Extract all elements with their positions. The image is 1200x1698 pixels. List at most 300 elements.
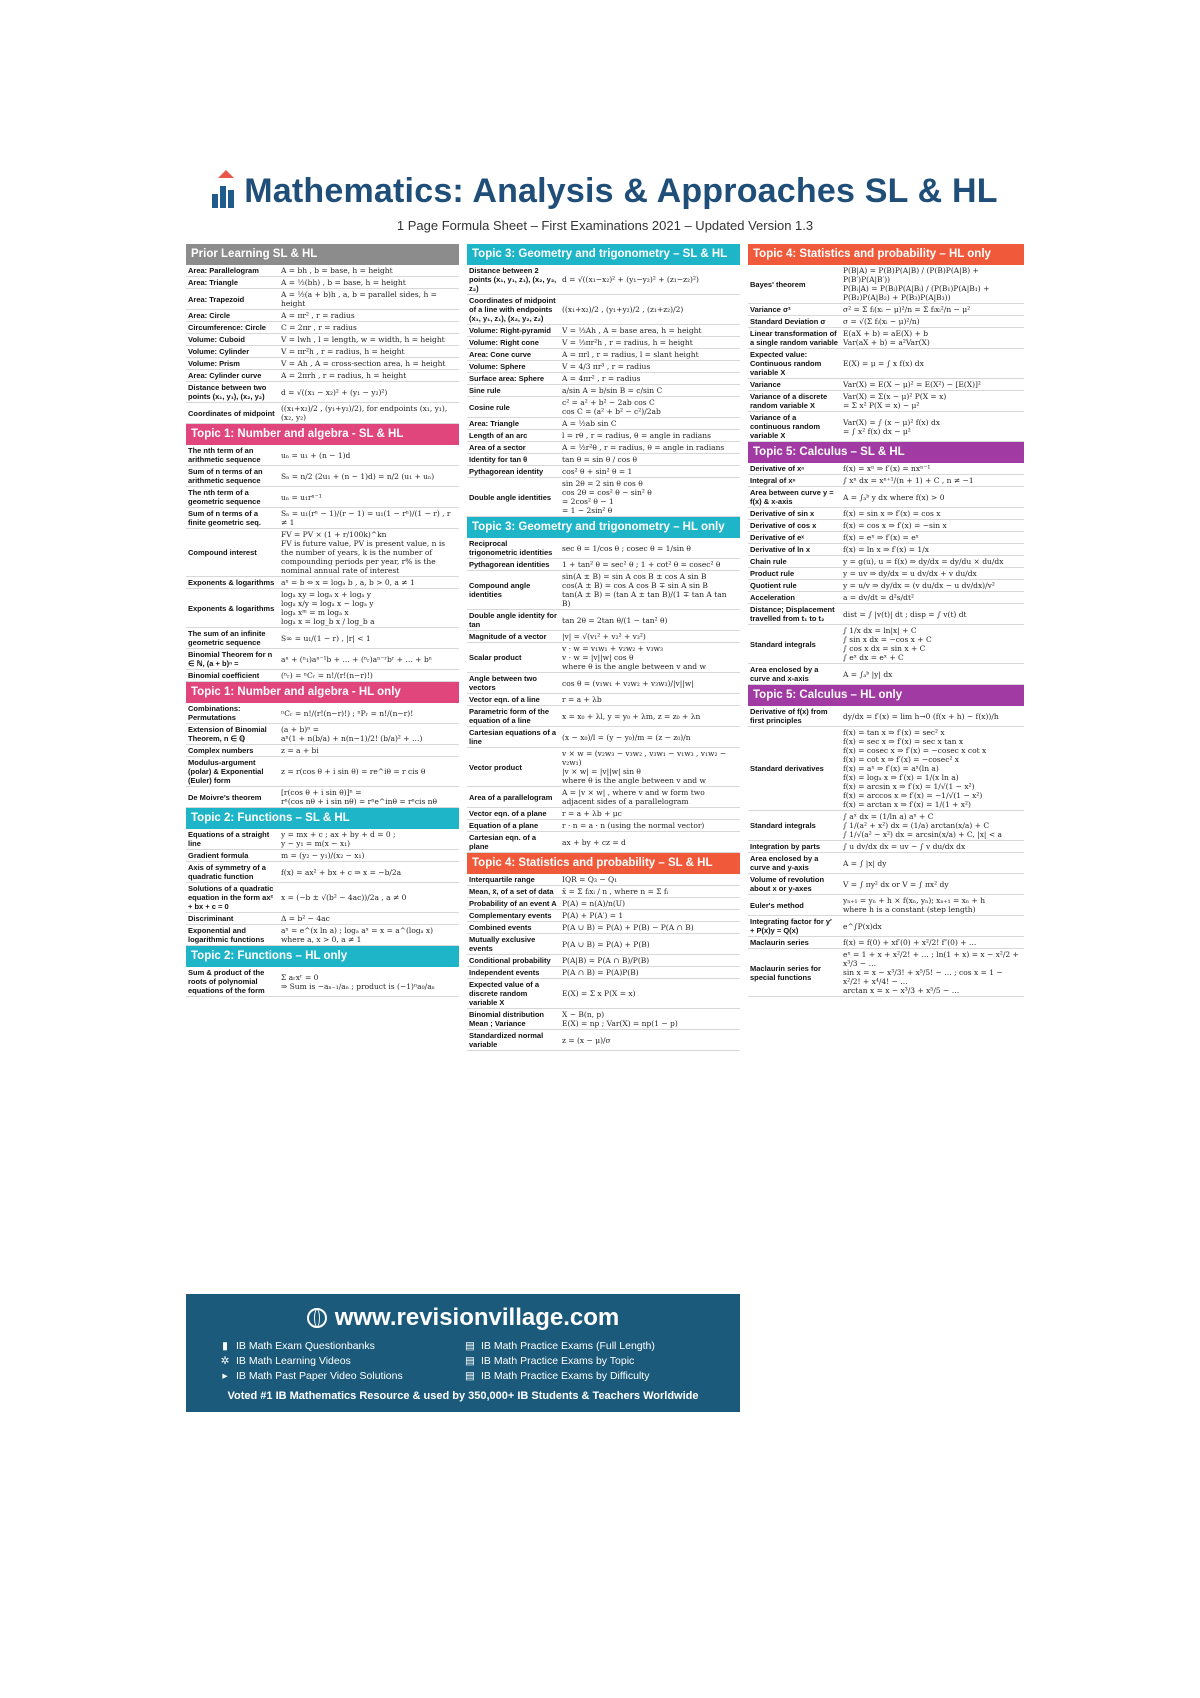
formula-expression: r · n = a · n (using the normal vector) [562, 821, 705, 830]
formula-row [186, 967, 459, 997]
formula-expression: X ~ B(n, p) E(X) = np ; Var(X) = np(1 − p) [562, 1010, 678, 1028]
formula-row [748, 349, 1024, 379]
formula-label: Exponential and logarithmic functions [188, 926, 265, 944]
formula-expression: E(aX + b) = aE(X) + b Var(aX + b) = a²Var(X) [843, 329, 930, 347]
formula-row [467, 748, 740, 787]
formula-expression: E(X) = Σ x P(X = x) [562, 989, 636, 998]
formula-label: Combinations: Permutations [188, 704, 241, 722]
formula-expression: ∫ xⁿ dx = xⁿ⁺¹/(n + 1) + C , n ≠ −1 [843, 476, 974, 485]
formula-row [467, 571, 740, 610]
formula-row [467, 397, 740, 418]
formula-row [186, 589, 459, 628]
website-url: www.revisionvillage.com [334, 1304, 620, 1331]
formula-row [748, 625, 1024, 664]
formula-row [467, 538, 740, 559]
formula-row [467, 361, 740, 373]
formula-expression: P(B|A) = P(B)P(A|B) / (P(B)P(A|B) + P(B′)P(A|B′)) P(Bᵢ|A) = P(Bᵢ)P(A|Bᵢ) / (P(B₁)P(A|B₁) + P(B₂)P(A|B₂) + P(B₃)P(A|B₃)) [843, 266, 990, 302]
formula-expression: (ⁿᵣ) = ⁿCᵣ = n!/(r!(n−r)!) [281, 671, 373, 680]
formula-expression: σ = √(Σ fᵢ(xᵢ − μ)²/n) [843, 317, 920, 326]
formula-row [467, 295, 740, 325]
formula-expression: x = x₀ + λl, y = y₀ + λm, z = z₀ + λn [562, 711, 701, 721]
formula-row [467, 874, 740, 886]
title-row [186, 166, 1024, 216]
formula-expression: A = ½(bh) , b = base, h = height [281, 278, 406, 287]
formula-row [186, 334, 459, 346]
formula-label: Identity for tan θ [469, 455, 528, 464]
formula-expression: m = (y₂ − y₁)/(x₂ − x₁) [281, 851, 365, 860]
formula-expression: f(x) = ln x ⇒ f′(x) = 1/x [843, 545, 929, 554]
formula-row [186, 487, 459, 508]
formula-label: Derivative of eˣ [750, 533, 805, 542]
formula-expression: (x − x₀)/l = (y − y₀)/m = (z − z₀)/n [562, 732, 691, 742]
formula-label: Derivative of sin x [750, 509, 815, 518]
formula-row [467, 706, 740, 727]
formula-label: Combined events [469, 923, 532, 932]
formula-expression: eˣ = 1 + x + x²/2! + … ; ln(1 + x) = x − x²/2 + x³/3 − … sin x = x − x³/3! + x⁵/5! − … ; cos x = 1 − x²/2! + x⁴/4! − … arctan x = x − x³/3 + x⁵/5 − … [843, 950, 1019, 995]
formula-row [186, 862, 459, 883]
formula-label: Parametric form of the equation of a line [469, 707, 550, 725]
formula-row [467, 955, 740, 967]
formula-expression: z = r(cos θ + i sin θ) = re^iθ = r cis θ [281, 767, 426, 776]
formula-row [748, 841, 1024, 853]
formula-row [467, 442, 740, 454]
formula-expression: V = ⅓Ah , A = base area, h = height [562, 326, 702, 335]
formula-expression: σ² = Σ fᵢ(xᵢ − μ)²/n = Σ fᵢxᵢ²/n − μ² [843, 305, 971, 314]
formula-expression: P(A|B) = P(A ∩ B)/P(B) [562, 956, 650, 965]
formula-expression: V = ∫ πy² dx or V = ∫ πx² dy [843, 879, 949, 889]
formula-expression: aⁿ + (ⁿ₁)aⁿ⁻¹b + … + (ⁿᵣ)aⁿ⁻ʳbʳ + … + bⁿ [281, 654, 432, 664]
formula-row [186, 850, 459, 862]
formula-row [186, 403, 459, 424]
formula-expression: uₙ = u₁ + (n − 1)d [281, 450, 351, 460]
formula-expression: A = bh , b = base, h = height [281, 266, 393, 275]
section-header: Topic 3: Geometry and trigonometry – SL & HL [467, 244, 740, 265]
formula-expression: ((x₁+x₂)/2 , (y₁+y₂)/2 , (z₁+z₂)/2) [562, 305, 684, 314]
formula-expression: d = √((x₁ − x₂)² + (y₁ − y₂)²) [281, 387, 388, 397]
formula-row [748, 391, 1024, 412]
formula-row [186, 724, 459, 745]
formula-row [748, 580, 1024, 592]
resource-link[interactable]: ▤ IB Math Practice Exams by Topic [465, 1355, 635, 1367]
formula-expression: y = mx + c ; ax + by + d = 0 ; y − y₁ = m(x − x₁) [281, 830, 396, 848]
formula-label: Length of an arc [469, 431, 528, 440]
formula-row [467, 373, 740, 385]
formula-row [467, 325, 740, 337]
formula-label: Maclaurin series [750, 938, 809, 947]
formula-label: The nth term of an arithmetic sequence [188, 446, 261, 464]
formula-label: Standard integrals [750, 639, 816, 649]
formula-expression: logₐ xy = logₐ x + logₐ y logₐ x/y = logₐ x − logₐ y logₐ xᵐ = m logₐ x logₐ x = log_b x / log_b a [281, 590, 375, 626]
formula-expression: f(x) = xⁿ ⇒ f′(x) = nxⁿ⁻¹ [843, 464, 931, 473]
formula-label: Area of a sector [469, 443, 526, 452]
formula-expression: ⁿCᵣ = n!/(r!(n−r)!) ; ⁿPᵣ = n!/(n−r)! [281, 708, 414, 718]
section-header: Topic 1: Number and algebra - HL only [186, 682, 459, 703]
formula-label: Mutually exclusive events [469, 935, 536, 953]
formula-label: Maclaurin series for special functions [750, 963, 821, 982]
section-header: Topic 2: Functions – SL & HL [186, 808, 459, 829]
formula-row [748, 379, 1024, 391]
formula-expression: A = |v × w| , where v and w form two adjacent sides of a parallelogram [562, 788, 705, 806]
formula-expression: C = 2πr , r = radius [281, 323, 357, 332]
formula-label: Vector eqn. of a line [469, 695, 540, 704]
formula-row [467, 1030, 740, 1051]
formula-expression: A = ½(a + b)h , a, b = parallel sides, h = height [281, 290, 437, 308]
formula-expression: l = rθ , r = radius, θ = angle in radians [562, 431, 711, 440]
formula-label: Acceleration [750, 593, 796, 602]
page-title: Mathematics: Analysis & Approaches SL & HL [244, 171, 998, 210]
formula-label: Compound angle identities [469, 581, 531, 599]
formula-row [186, 703, 459, 724]
formula-label: Product rule [750, 569, 795, 578]
formula-label: Variance of a discrete random variable X [750, 392, 828, 410]
formula-label: Distance between 2 points (x₁, y₁, z₁), (x₂, y₂, z₂) [469, 266, 557, 293]
formula-label: Interquartile range [469, 875, 535, 884]
formula-expression: e^∫P(x)dx [843, 921, 882, 931]
formula-expression: A = ∫ₐᵇ y dx where f(x) > 0 [843, 492, 945, 502]
formula-row [186, 508, 459, 529]
formula-label: Area: Triangle [188, 278, 239, 287]
formula-row [748, 265, 1024, 304]
formula-label: Distance; Displacement travelled from t₁ to t₂ [750, 605, 835, 623]
formula-expression: A = πrl , r = radius, l = slant height [562, 350, 699, 359]
page-subtitle: 1 Page Formula Sheet – First Examinations 2021 – Updated Version 1.3 [396, 218, 814, 233]
formula-row [748, 664, 1024, 685]
formula-label: Gradient formula [188, 851, 249, 860]
formula-expression: uₙ = u₁rⁿ⁻¹ [281, 492, 322, 502]
formula-sheet [186, 166, 1024, 1402]
column-2 [467, 244, 740, 1051]
formula-row [186, 577, 459, 589]
resource-link[interactable]: ▸ IB Math Past Paper Video Solutions [220, 1370, 465, 1382]
formula-label: Volume: Cylinder [188, 347, 250, 356]
formula-label: Conditional probability [469, 956, 551, 965]
formula-label: Volume: Prism [188, 359, 240, 368]
formula-label: Area: Parallelogram [188, 266, 259, 275]
formula-expression: IQR = Q₃ − Q₁ [562, 875, 618, 884]
formula-row [186, 757, 459, 787]
formula-row [748, 853, 1024, 874]
formula-label: Binomial distribution Mean ; Variance [469, 1010, 544, 1028]
formula-label: Expected value of a discrete random variable X [469, 980, 540, 1007]
formula-expression: a = dv/dt = d²s/dt² [843, 593, 914, 602]
formula-row [748, 811, 1024, 841]
formula-row [467, 265, 740, 295]
formula-expression: f(x) = eˣ ⇒ f′(x) = eˣ [843, 533, 919, 542]
formula-label: Independent events [469, 968, 540, 977]
formula-expression: Δ = b² − 4ac [281, 914, 330, 923]
formula-label: Binomial Theorem for n ∈ ℕ, (a + b)ⁿ = [188, 650, 273, 668]
formula-expression: x = (−b ± √(b² − 4ac))/2a , a ≠ 0 [281, 893, 407, 902]
document-icon: ▤ [465, 1355, 475, 1367]
formula-row [186, 346, 459, 358]
formula-row [467, 727, 740, 748]
formula-row [467, 673, 740, 694]
formula-row [467, 922, 740, 934]
formula-label: Compound interest [188, 548, 257, 557]
formula-label: Pythagorean identity [469, 467, 544, 476]
formula-row [186, 787, 459, 808]
formula-row [748, 304, 1024, 316]
formula-label: Volume: Right-pyramid [469, 326, 551, 335]
revision-village-logo-icon [212, 174, 234, 208]
formula-row [467, 610, 740, 631]
formula-label: Equations of a straight line [188, 830, 270, 848]
formula-expression: sin(A ± B) = sin A cos B ± cos A sin B cos(A ± B) = cos A cos B ∓ sin A sin B tan(A ± B) = (tan A ± tan B)/(1 ∓ tan A tan B) [562, 572, 727, 608]
formula-expression: yₙ₊₁ = yₙ + h × f(xₙ, yₙ); xₙ₊₁ = xₙ + h where h is a constant (step length) [843, 896, 986, 914]
formula-expression: A = ½ab sin C [562, 419, 617, 428]
formula-expression: f(x) = tan x ⇒ f′(x) = sec² x f(x) = sec x ⇒ f′(x) = sec x tan x f(x) = cosec x ⇒ f′(x) = −cosec x cot x f(x) = cot x ⇒ f′(x) = −cosec² x f(x) = aˣ ⇒ f′(x) = aˣ(ln a) f(x) = logₐ x ⇒ f′(x) = 1/(x ln a) f(x) = arcsin x ⇒ f′(x) = 1/√(1 − x²) f(x) = arccos x ⇒ f′(x) = −1/√(1 − x²) f(x) = arctan x ⇒ f′(x) = 1/(1 + x²) [843, 728, 987, 809]
resource-link[interactable]: ▤ IB Math Practice Exams by Difficulty [465, 1370, 650, 1382]
formula-label: Reciprocal trigonometric identities [469, 539, 553, 557]
formula-expression: ∫ aˣ dx = (1/ln a) aˣ + C ∫ 1/(a² + x²) dx = (1/a) arctan(x/a) + C ∫ 1/√(a² − x²) dx = arcsin(x/a) + C, |x| < a [843, 812, 1002, 839]
formula-expression: V = ⅓πr²h , r = radius, h = height [562, 338, 693, 347]
formula-row [186, 466, 459, 487]
formula-label: Axis of symmetry of a quadratic function [188, 863, 266, 881]
formula-label: Surface area: Sphere [469, 374, 545, 383]
formula-expression: Sₙ = n/2 (2u₁ + (n − 1)d) = n/2 (u₁ + uₙ) [281, 471, 435, 481]
formula-row [748, 604, 1024, 625]
formula-label: Variance σ² [750, 305, 791, 314]
resource-link[interactable]: ▮ IB Math Exam Questionbanks [220, 1340, 465, 1352]
section-header: Topic 5: Calculus – SL & HL [748, 442, 1024, 463]
formula-label: Linear transformation of a single random variable [750, 329, 838, 347]
formula-expression: dy/dx = f′(x) = lim h→0 (f(x + h) − f(x))/h [843, 711, 999, 721]
formula-label: Pythagorean identities [469, 560, 550, 569]
formula-row [748, 316, 1024, 328]
formula-row [186, 670, 459, 682]
resource-links [186, 1332, 740, 1382]
formula-label: Integration by parts [750, 842, 821, 851]
formula-expression: r = a + λb [562, 695, 602, 704]
resource-link[interactable]: ▤ IB Math Practice Exams (Full Length) [465, 1340, 655, 1352]
formula-expression: ∫ 1/x dx = ln|x| + C ∫ sin x dx = −cos x + C ∫ cos x dx = sin x + C ∫ eˣ dx = eˣ + C [843, 626, 932, 662]
formula-row [186, 289, 459, 310]
formula-row [748, 412, 1024, 442]
formula-label: Magnitude of a vector [469, 632, 547, 641]
formula-expression: A = 2πrh , r = radius, h = height [281, 371, 407, 380]
column-3 [748, 244, 1024, 997]
formula-label: Double angle identity for tan [469, 611, 557, 629]
formula-label: Quotient rule [750, 581, 797, 590]
formula-row [467, 385, 740, 397]
formula-row [186, 265, 459, 277]
formula-expression: dist = ∫ |v(t)| dt ; disp = ∫ v(t) dt [843, 609, 967, 619]
formula-label: Discriminant [188, 914, 234, 923]
formula-row [186, 277, 459, 289]
formula-row [748, 706, 1024, 727]
formula-row [186, 358, 459, 370]
formula-expression: cos θ = (v₁w₁ + v₂w₂ + v₃w₃)/|v||w| [562, 678, 694, 688]
section-header: Topic 4: Statistics and probability – SL & HL [467, 853, 740, 874]
formula-row [186, 322, 459, 334]
section-header: Topic 5: Calculus – HL only [748, 685, 1024, 706]
formula-label: Area of a parallelogram [469, 792, 553, 802]
formula-row [186, 529, 459, 577]
formula-expression: z = a + bi [281, 746, 319, 755]
formula-label: Area: Trapezoid [188, 294, 245, 304]
formula-label: Complex numbers [188, 746, 254, 755]
formula-label: Cartesian equations of a line [469, 728, 557, 746]
formula-label: Integrating factor for y′ + P(x)y = Q(x) [750, 917, 832, 935]
formula-expression: ∫ u dv/dx dx = uv − ∫ v du/dx dx [843, 842, 966, 851]
formula-expression: y = uv ⇒ dy/dx = u dv/dx + v du/dx [843, 569, 977, 578]
formula-label: Sine rule [469, 386, 501, 395]
formula-expression: v × w = (v₂w₃ − v₃w₂ , v₃w₁ − v₁w₃ , v₁w₂ − v₂w₁) |v × w| = |v||w| sin θ where θ is the angle between v and w [562, 749, 727, 785]
formula-row [186, 445, 459, 466]
formula-expression: r = a + λb + μc [562, 809, 622, 818]
formula-label: Circumference: Circle [188, 323, 266, 332]
formula-label: Euler's method [750, 900, 804, 910]
formula-row [186, 883, 459, 913]
formula-label: Scalar product [469, 653, 522, 662]
formula-expression: P(A) + P(A′) = 1 [562, 911, 624, 920]
formula-expression: cos² θ + sin² θ = 1 [562, 467, 633, 476]
formula-label: Sum of n terms of a finite geometric seq. [188, 509, 261, 527]
formula-row [467, 337, 740, 349]
formula-label: Mean, x̄, of a set of data [469, 887, 554, 896]
formula-expression: A = 4πr² , r = radius [562, 374, 641, 383]
formula-label: Standard derivatives [750, 764, 824, 773]
formula-expression: V = πr²h , r = radius, h = height [281, 347, 405, 356]
formula-row [467, 418, 740, 430]
formula-label: Variance of a continuous random variable X [750, 413, 820, 440]
formula-row [748, 463, 1024, 475]
formula-row [748, 328, 1024, 349]
formula-label: Probability of an event A [469, 899, 557, 908]
formula-row [748, 568, 1024, 580]
formula-row [467, 898, 740, 910]
formula-expression: V = Ah , A = cross-section area, h = height [281, 359, 446, 368]
formula-label: Volume: Right cone [469, 338, 539, 347]
formula-label: Area: Triangle [469, 419, 520, 428]
formula-expression: (a + b)ⁿ = aⁿ(1 + n(b/a) + n(n−1)/2! (b/a)² + …) [281, 725, 423, 743]
formula-row [467, 820, 740, 832]
formula-expression: tan 2θ = 2tan θ/(1 − tan² θ) [562, 615, 668, 625]
formula-expression: ax + by + cz = d [562, 837, 626, 847]
formula-label: Variance [750, 380, 781, 389]
formula-expression: f(x) = ax² + bx + c ⇒ x = −b/2a [281, 867, 402, 877]
chart-icon: ▮ [222, 1340, 228, 1352]
formula-label: Exponents & logarithms [188, 578, 275, 587]
document-icon: ▤ [465, 1340, 475, 1352]
formula-label: Complementary events [469, 911, 552, 920]
formula-label: Derivative of xⁿ [750, 464, 805, 473]
tagline: Voted #1 IB Mathematics Resource & used by 350,000+ IB Students & Teachers Worldwide [227, 1390, 699, 1402]
formula-label: Volume: Cuboid [188, 335, 245, 344]
section-header: Topic 1: Number and algebra - SL & HL [186, 424, 459, 445]
formula-row [186, 649, 459, 670]
formula-row [467, 1009, 740, 1030]
formula-expression: x̄ = Σ fᵢxᵢ / n , where n = Σ fᵢ [562, 887, 669, 896]
formula-row [467, 808, 740, 820]
formula-row [186, 382, 459, 403]
formula-row [186, 829, 459, 850]
formula-row [748, 916, 1024, 937]
formula-expression: 1 + tan² θ = sec² θ ; 1 + cot² θ = cosec² θ [562, 560, 721, 569]
formula-label: Area enclosed by a curve and y-axis [750, 854, 819, 872]
formula-label: Area enclosed by a curve and x-axis [750, 665, 819, 683]
formula-expression: A = ∫ |x| dy [843, 858, 887, 868]
formula-label: Area: Circle [188, 311, 231, 320]
formula-expression: v · w = v₁w₁ + v₂w₂ + v₃w₃ v · w = |v||w| cos θ where θ is the angle between v and w [562, 644, 706, 671]
formula-label: Double angle identities [469, 492, 552, 502]
formula-expression: d = √((x₁−x₂)² + (y₁−y₂)² + (z₁−z₂)²) [562, 275, 699, 284]
formula-expression: P(A) = n(A)/n(U) [562, 899, 625, 908]
formula-row [186, 913, 459, 925]
formula-expression: A = ∫ₐᵇ |y| dx [843, 669, 893, 679]
formula-expression: tan θ = sin θ / cos θ [562, 455, 638, 464]
formula-label: Integral of xⁿ [750, 476, 796, 485]
formula-label: Exponents & logarithms [188, 603, 275, 613]
formula-expression: ((x₁+x₂)/2 , (y₁+y₂)/2), for endpoints (x₁, y₁), (x₂, y₂) [281, 404, 448, 422]
formula-label: Bayes' theorem [750, 279, 806, 289]
formula-expression: aˣ = b ⇔ x = logₐ b , a, b > 0, a ≠ 1 [281, 578, 415, 587]
formula-expression: A = ½r²θ , r = radius, θ = angle in radians [562, 443, 725, 452]
formula-expression: P(A ∩ B) = P(A)P(B) [562, 968, 639, 977]
formula-label: Cartesian eqn. of a plane [469, 833, 537, 851]
formula-expression: aˣ = e^(x ln a) ; logₐ aˣ = x = a^(logₐ x) where a, x > 0, a ≠ 1 [281, 926, 434, 944]
formula-expression: y = u/v ⇒ dy/dx = (v du/dx − u dv/dx)/v² [843, 581, 995, 590]
formula-row [748, 532, 1024, 544]
website-link[interactable] [186, 1304, 740, 1332]
formula-expression: V = lwh , l = length, w = width, h = height [281, 335, 445, 344]
formula-label: The sum of an infinite geometric sequence [188, 629, 266, 647]
formula-row [467, 910, 740, 922]
formula-label: Solutions of a quadratic equation in the form ax² + bx + c = 0 [188, 884, 274, 911]
formula-row [467, 979, 740, 1009]
formula-expression: f(x) = sin x ⇒ f′(x) = cos x [843, 509, 941, 518]
formula-expression: A = πr² , r = radius [281, 311, 355, 320]
formula-expression: Σ aᵣxʳ = 0 ⇒ Sum is −aₙ₋₁/aₙ ; product is (−1)ⁿa₀/aₙ [281, 972, 435, 991]
formula-expression: [r(cos θ + i sin θ)]ⁿ = rⁿ(cos nθ + i sin nθ) = rⁿe^inθ = rⁿcis nθ [281, 788, 438, 806]
formula-label: Coordinates of midpoint of a line with endpoints (x₁, y₁, z₁), (x₂, y₂, z₂) [469, 296, 556, 323]
formula-label: Derivative of ln x [750, 545, 811, 554]
formula-row [186, 310, 459, 322]
formula-label: Area: Cylinder curve [188, 371, 262, 380]
formula-label: Expected value: Continuous random variable X [750, 350, 822, 377]
formula-label: Standardized normal variable [469, 1031, 544, 1049]
section-header: Topic 3: Geometry and trigonometry – HL only [467, 517, 740, 538]
formula-row [467, 886, 740, 898]
formula-expression: sec θ = 1/cos θ ; cosec θ = 1/sin θ [562, 543, 691, 553]
promo-banner [186, 1294, 740, 1412]
formula-expression: P(A ∪ B) = P(A) + P(B) − P(A ∩ B) [562, 923, 694, 932]
formula-row [467, 631, 740, 643]
formula-expression: c² = a² + b² − 2ab cos C cos C = (a² + b² − c²)/2ab [562, 398, 661, 416]
formula-label: Vector product [469, 762, 522, 772]
formula-row [186, 925, 459, 946]
resource-link[interactable]: ✲ IB Math Learning Videos [220, 1355, 351, 1367]
globe-icon [307, 1308, 327, 1328]
formula-row [186, 745, 459, 757]
formula-row [748, 937, 1024, 949]
formula-row [467, 694, 740, 706]
formula-expression: |v| = √(v₁² + v₂² + v₃²) [562, 632, 646, 641]
formula-row [748, 520, 1024, 532]
formula-label: Equation of a plane [469, 821, 539, 830]
formula-label: Distance between two points (x₁, y₁), (x₂, y₂) [188, 383, 267, 401]
formula-row [748, 475, 1024, 487]
formula-row [748, 895, 1024, 916]
formula-row [748, 487, 1024, 508]
formula-row [186, 370, 459, 382]
formula-row [748, 508, 1024, 520]
formula-label: Volume of revolution about x or y-axes [750, 875, 825, 893]
formula-row [748, 874, 1024, 895]
formula-expression: Var(X) = E(X − μ)² = E(X²) − [E(X)]² [843, 380, 981, 389]
formula-label: Standard integrals [750, 821, 816, 830]
formula-row [467, 832, 740, 853]
